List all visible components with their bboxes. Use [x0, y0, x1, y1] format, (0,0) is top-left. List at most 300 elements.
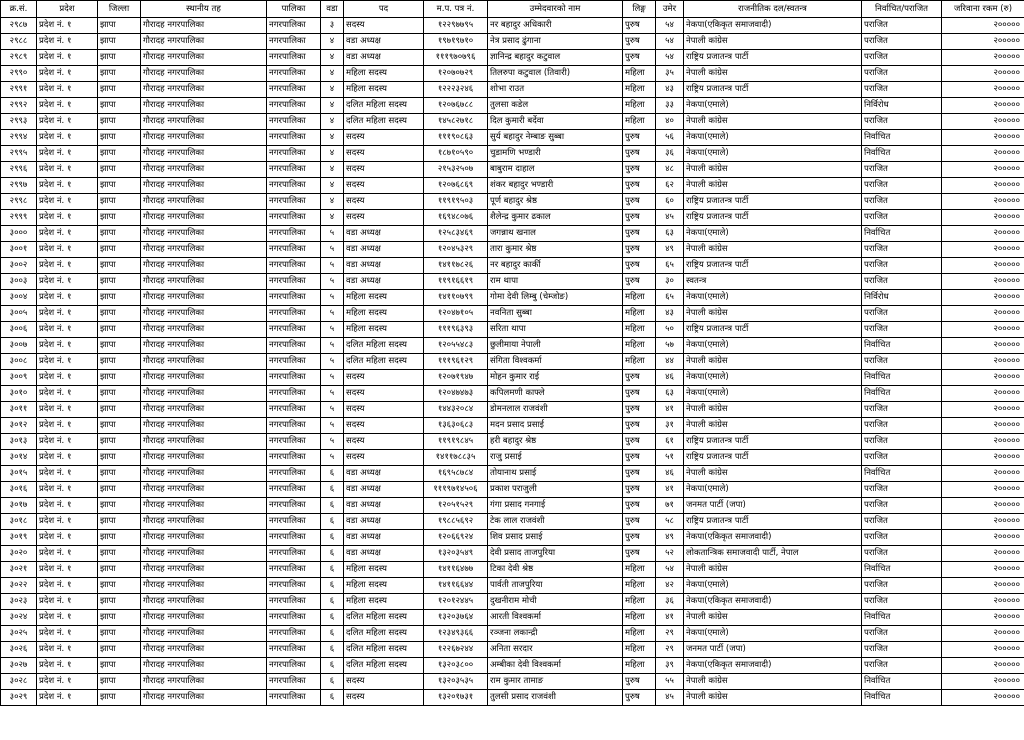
cell-local-level: गौरादह नगरपालिका [141, 130, 267, 146]
cell-age: ५४ [656, 18, 684, 34]
table-row [1, 338, 1024, 354]
table-row [1, 418, 1024, 434]
table-row [1, 130, 1024, 146]
cell-ward: ५ [321, 354, 344, 370]
cell-post: वडा अध्यक्ष [344, 274, 424, 290]
cell-district: झापा [98, 546, 141, 562]
cell-ward: ४ [321, 194, 344, 210]
cell-fine-amount: २००००० [942, 402, 1024, 418]
cell-ward: ६ [321, 546, 344, 562]
cell-fine-amount: २००००० [942, 530, 1024, 546]
cell-candidate-name: जगन्नाथ खनाल [488, 226, 623, 242]
cell-serial: २९९२ [1, 98, 37, 114]
cell-local-level: गौरादह नगरपालिका [141, 274, 267, 290]
cell-ward: ६ [321, 674, 344, 690]
cell-post: महिला सदस्य [344, 290, 424, 306]
cell-result: पराजित [862, 418, 942, 434]
cell-post: वडा अध्यक्ष [344, 242, 424, 258]
cell-serial: ३०२५ [1, 626, 37, 642]
cell-province: प्रदेश नं. १ [37, 354, 98, 370]
cell-post: वडा अध्यक्ष [344, 530, 424, 546]
cell-candidate-name: रञ्जना लकान्द्री [488, 626, 623, 642]
cell-candidate-name: प्रकाश पराजुली [488, 482, 623, 498]
cell-gender: महिला [623, 610, 656, 626]
cell-post: महिला सदस्य [344, 82, 424, 98]
table-row [1, 434, 1024, 450]
cell-local-level: गौरादह नगरपालिका [141, 226, 267, 242]
cell-age: ५० [656, 322, 684, 338]
cell-fine-amount: २००००० [942, 370, 1024, 386]
cell-serial: ३०१३ [1, 434, 37, 450]
table-row [1, 610, 1024, 626]
cell-local-level: गौरादह नगरपालिका [141, 402, 267, 418]
cell-candidate-name: मोहन कुमार राई [488, 370, 623, 386]
cell-age: ६१ [656, 434, 684, 450]
cell-ward: ४ [321, 50, 344, 66]
cell-party: राष्ट्रिय प्रजातन्त्र पार्टी [684, 82, 862, 98]
cell-gender: पुरुष [623, 386, 656, 402]
cell-ward: ५ [321, 370, 344, 386]
cell-serial: २९९० [1, 66, 37, 82]
cell-district: झापा [98, 578, 141, 594]
cell-local-level: गौरादह नगरपालिका [141, 450, 267, 466]
cell-result: निर्वाचित [862, 386, 942, 402]
cell-ballot-number: ११९१९८४५ [424, 434, 488, 450]
cell-post: दलित महिला सदस्य [344, 354, 424, 370]
header-post: पद [344, 1, 424, 18]
cell-ward: ५ [321, 226, 344, 242]
cell-municipality-type: नगरपालिका [267, 114, 321, 130]
cell-candidate-name: दिल कुमारी बर्देवा [488, 114, 623, 130]
cell-result: पराजित [862, 162, 942, 178]
cell-local-level: गौरादह नगरपालिका [141, 66, 267, 82]
header-local-level: स्थानीय तह [141, 1, 267, 18]
cell-serial: २९९८ [1, 194, 37, 210]
cell-ward: ५ [321, 418, 344, 434]
cell-local-level: गौरादह नगरपालिका [141, 146, 267, 162]
cell-province: प्रदेश नं. १ [37, 530, 98, 546]
cell-age: ४१ [656, 482, 684, 498]
cell-result: निर्वाचित [862, 130, 942, 146]
cell-fine-amount: २००००० [942, 162, 1024, 178]
cell-candidate-name: तुलसी प्रसाद राजवंशी [488, 690, 623, 706]
cell-district: झापा [98, 242, 141, 258]
cell-province: प्रदेश नं. १ [37, 674, 98, 690]
table-row [1, 658, 1024, 674]
cell-local-level: गौरादह नगरपालिका [141, 338, 267, 354]
cell-ballot-number: १२०४७१०५ [424, 306, 488, 322]
header-province: प्रदेश [37, 1, 98, 18]
cell-municipality-type: नगरपालिका [267, 434, 321, 450]
cell-age: ३० [656, 274, 684, 290]
cell-province: प्रदेश नं. १ [37, 210, 98, 226]
cell-party: राष्ट्रिय प्रजातन्त्र पार्टी [684, 514, 862, 530]
table-row [1, 18, 1024, 34]
cell-post: सदस्य [344, 130, 424, 146]
cell-ward: ४ [321, 114, 344, 130]
cell-local-level: गौरादह नगरपालिका [141, 242, 267, 258]
cell-serial: ३०१० [1, 386, 37, 402]
cell-fine-amount: २००००० [942, 290, 1024, 306]
cell-local-level: गौरादह नगरपालिका [141, 546, 267, 562]
cell-municipality-type: नगरपालिका [267, 546, 321, 562]
cell-province: प्रदेश नं. १ [37, 578, 98, 594]
cell-candidate-name: चुडामणि भण्डारी [488, 146, 623, 162]
cell-gender: महिला [623, 98, 656, 114]
cell-district: झापा [98, 18, 141, 34]
table-row [1, 690, 1024, 706]
cell-fine-amount: २००००० [942, 66, 1024, 82]
cell-fine-amount: २००००० [942, 34, 1024, 50]
cell-municipality-type: नगरपालिका [267, 162, 321, 178]
cell-district: झापा [98, 386, 141, 402]
cell-province: प्रदेश नं. १ [37, 626, 98, 642]
cell-fine-amount: २००००० [942, 674, 1024, 690]
cell-ballot-number: १३२०३५३५ [424, 674, 488, 690]
cell-party: नेकपा(एकिकृत समाजवादी) [684, 658, 862, 674]
table-row [1, 194, 1024, 210]
cell-post: दलित महिला सदस्य [344, 642, 424, 658]
table-row [1, 498, 1024, 514]
cell-party: जनमत पार्टी (जपा) [684, 642, 862, 658]
cell-ballot-number: १११९७१४५०६ [424, 482, 488, 498]
cell-province: प्रदेश नं. १ [37, 290, 98, 306]
cell-ballot-number: ११९१६६१९ [424, 274, 488, 290]
cell-fine-amount: २००००० [942, 274, 1024, 290]
cell-ward: ५ [321, 402, 344, 418]
cell-municipality-type: नगरपालिका [267, 146, 321, 162]
cell-municipality-type: नगरपालिका [267, 98, 321, 114]
cell-age: २९ [656, 626, 684, 642]
cell-local-level: गौरादह नगरपालिका [141, 610, 267, 626]
table-row [1, 578, 1024, 594]
cell-province: प्रदेश नं. १ [37, 338, 98, 354]
cell-province: प्रदेश नं. १ [37, 514, 98, 530]
cell-municipality-type: नगरपालिका [267, 562, 321, 578]
cell-party: राष्ट्रिय प्रजातन्त्र पार्टी [684, 210, 862, 226]
cell-fine-amount: २००००० [942, 466, 1024, 482]
cell-serial: ३०१९ [1, 530, 37, 546]
cell-ward: ५ [321, 450, 344, 466]
cell-fine-amount: २००००० [942, 98, 1024, 114]
table-row [1, 226, 1024, 242]
cell-municipality-type: नगरपालिका [267, 34, 321, 50]
cell-ward: ६ [321, 498, 344, 514]
cell-province: प्रदेश नं. १ [37, 114, 98, 130]
cell-candidate-name: आरती विश्वकर्मा [488, 610, 623, 626]
cell-gender: महिला [623, 626, 656, 642]
cell-district: झापा [98, 434, 141, 450]
cell-district: झापा [98, 690, 141, 706]
cell-party: लोकतान्त्रिक समाजवादी पार्टी, नेपाल [684, 546, 862, 562]
cell-district: झापा [98, 370, 141, 386]
cell-candidate-name: तारा कुमार श्रेष्ठ [488, 242, 623, 258]
cell-gender: महिला [623, 562, 656, 578]
cell-party: नेपाली कांग्रेस [684, 66, 862, 82]
cell-serial: ३००५ [1, 306, 37, 322]
cell-ward: ६ [321, 610, 344, 626]
header-party: राजनीतिक दल/स्वतन्त्र [684, 1, 862, 18]
cell-local-level: गौरादह नगरपालिका [141, 290, 267, 306]
cell-ward: ५ [321, 322, 344, 338]
cell-local-level: गौरादह नगरपालिका [141, 642, 267, 658]
cell-ballot-number: १२०७१९४७ [424, 370, 488, 386]
cell-municipality-type: नगरपालिका [267, 178, 321, 194]
cell-local-level: गौरादह नगरपालिका [141, 50, 267, 66]
cell-candidate-name: हरी बहादुर श्रेष्ठ [488, 434, 623, 450]
cell-district: झापा [98, 178, 141, 194]
cell-district: झापा [98, 98, 141, 114]
cell-age: ४९ [656, 242, 684, 258]
cell-municipality-type: नगरपालिका [267, 242, 321, 258]
table-row [1, 50, 1024, 66]
cell-municipality-type: नगरपालिका [267, 322, 321, 338]
cell-ward: ६ [321, 482, 344, 498]
cell-serial: ३०११ [1, 402, 37, 418]
cell-age: ४९ [656, 530, 684, 546]
cell-ward: ६ [321, 514, 344, 530]
cell-post: सदस्य [344, 210, 424, 226]
cell-post: सदस्य [344, 450, 424, 466]
cell-serial: ३००८ [1, 354, 37, 370]
cell-post: वडा अध्यक्ष [344, 34, 424, 50]
cell-local-level: गौरादह नगरपालिका [141, 354, 267, 370]
cell-province: प्रदेश नं. १ [37, 642, 98, 658]
cell-post: वडा अध्यक्ष [344, 546, 424, 562]
cell-gender: पुरुष [623, 530, 656, 546]
cell-ballot-number: १४११६४७७ [424, 562, 488, 578]
table-row [1, 34, 1024, 50]
cell-gender: महिला [623, 594, 656, 610]
cell-result: निर्वाचित [862, 338, 942, 354]
cell-gender: पुरुष [623, 226, 656, 242]
cell-gender: पुरुष [623, 418, 656, 434]
header-ward: वडा [321, 1, 344, 18]
cell-ward: ४ [321, 66, 344, 82]
cell-post: वडा अध्यक्ष [344, 258, 424, 274]
table-row [1, 258, 1024, 274]
cell-result: पराजित [862, 578, 942, 594]
cell-party: नेकपा(एकिकृत समाजवादी) [684, 18, 862, 34]
cell-fine-amount: २००००० [942, 322, 1024, 338]
cell-local-level: गौरादह नगरपालिका [141, 418, 267, 434]
cell-ballot-number: १२०५५४८३ [424, 338, 488, 354]
cell-municipality-type: नगरपालिका [267, 610, 321, 626]
cell-ward: ३ [321, 18, 344, 34]
cell-district: झापा [98, 642, 141, 658]
cell-district: झापा [98, 562, 141, 578]
cell-party: नेकपा(एमाले) [684, 98, 862, 114]
cell-age: ५४ [656, 562, 684, 578]
cell-post: सदस्य [344, 162, 424, 178]
cell-gender: महिला [623, 290, 656, 306]
cell-age: ६२ [656, 178, 684, 194]
cell-ballot-number: १२०७६८६९ [424, 178, 488, 194]
cell-age: ५७ [656, 338, 684, 354]
cell-local-level: गौरादह नगरपालिका [141, 466, 267, 482]
cell-candidate-name: मदन प्रसाद प्रसाई [488, 418, 623, 434]
cell-municipality-type: नगरपालिका [267, 66, 321, 82]
cell-ward: ४ [321, 210, 344, 226]
cell-result: निर्विरोध [862, 98, 942, 114]
cell-gender: पुरुष [623, 498, 656, 514]
cell-municipality-type: नगरपालिका [267, 482, 321, 498]
cell-province: प्रदेश नं. १ [37, 130, 98, 146]
cell-province: प्रदेश नं. १ [37, 418, 98, 434]
cell-local-level: गौरादह नगरपालिका [141, 18, 267, 34]
cell-post: सदस्य [344, 674, 424, 690]
cell-result: निर्विरोध [862, 290, 942, 306]
cell-post: वडा अध्यक्ष [344, 50, 424, 66]
cell-local-level: गौरादह नगरपालिका [141, 498, 267, 514]
cell-fine-amount: २००००० [942, 546, 1024, 562]
cell-party: राष्ट्रिय प्रजातन्त्र पार्टी [684, 194, 862, 210]
cell-gender: पुरुष [623, 466, 656, 482]
cell-local-level: गौरादह नगरपालिका [141, 674, 267, 690]
cell-municipality-type: नगरपालिका [267, 690, 321, 706]
cell-gender: पुरुष [623, 546, 656, 562]
cell-party: नेपाली कांग्रेस [684, 402, 862, 418]
cell-municipality-type: नगरपालिका [267, 498, 321, 514]
cell-party: जनमत पार्टी (जपा) [684, 498, 862, 514]
cell-municipality-type: नगरपालिका [267, 210, 321, 226]
cell-result: पराजित [862, 18, 942, 34]
cell-post: दलित महिला सदस्य [344, 338, 424, 354]
cell-party: नेकपा(एमाले) [684, 482, 862, 498]
cell-post: सदस्य [344, 18, 424, 34]
cell-age: ५५ [656, 674, 684, 690]
cell-post: महिला सदस्य [344, 306, 424, 322]
table-row [1, 514, 1024, 530]
cell-party: नेपाली कांग्रेस [684, 562, 862, 578]
cell-serial: ३०२१ [1, 562, 37, 578]
cell-gender: पुरुष [623, 370, 656, 386]
cell-local-level: गौरादह नगरपालिका [141, 562, 267, 578]
cell-serial: ३००४ [1, 290, 37, 306]
cell-gender: पुरुष [623, 402, 656, 418]
cell-post: महिला सदस्य [344, 562, 424, 578]
cell-serial: ३०२३ [1, 594, 37, 610]
cell-age: ३६ [656, 594, 684, 610]
cell-result: पराजित [862, 114, 942, 130]
cell-ward: ५ [321, 338, 344, 354]
cell-party: नेपाली कांग्रेस [684, 242, 862, 258]
cell-result: पराजित [862, 402, 942, 418]
cell-province: प्रदेश नं. १ [37, 258, 98, 274]
cell-municipality-type: नगरपालिका [267, 354, 321, 370]
cell-fine-amount: २००००० [942, 594, 1024, 610]
cell-municipality-type: नगरपालिका [267, 18, 321, 34]
cell-party: राष्ट्रिय प्रजातन्त्र पार्टी [684, 50, 862, 66]
cell-province: प्रदेश नं. १ [37, 546, 98, 562]
cell-post: दलित महिला सदस्य [344, 610, 424, 626]
cell-age: ३९ [656, 658, 684, 674]
cell-fine-amount: २००००० [942, 18, 1024, 34]
cell-municipality-type: नगरपालिका [267, 306, 321, 322]
cell-candidate-name: तिलरुपा कटुवाल (तिवारी) [488, 66, 623, 82]
cell-province: प्रदेश नं. १ [37, 98, 98, 114]
cell-fine-amount: २००००० [942, 194, 1024, 210]
cell-gender: पुरुष [623, 50, 656, 66]
cell-province: प्रदेश नं. १ [37, 274, 98, 290]
cell-fine-amount: २००००० [942, 434, 1024, 450]
cell-party: नेपाली कांग्रेस [684, 674, 862, 690]
cell-gender: पुरुष [623, 210, 656, 226]
cell-party: नेपाली कांग्रेस [684, 466, 862, 482]
cell-local-level: गौरादह नगरपालिका [141, 658, 267, 674]
cell-municipality-type: नगरपालिका [267, 338, 321, 354]
cell-age: ४३ [656, 82, 684, 98]
cell-municipality-type: नगरपालिका [267, 594, 321, 610]
cell-district: झापा [98, 162, 141, 178]
cell-age: ६३ [656, 386, 684, 402]
cell-gender: पुरुष [623, 482, 656, 498]
table-row [1, 594, 1024, 610]
cell-ballot-number: १६९४८०७६ [424, 210, 488, 226]
cell-ward: ४ [321, 98, 344, 114]
header-result: निर्वाचित/पराजित [862, 1, 942, 18]
header-gender: लिङ्ग [623, 1, 656, 18]
cell-gender: पुरुष [623, 34, 656, 50]
cell-province: प्रदेश नं. १ [37, 370, 98, 386]
cell-party: राष्ट्रिय प्रजातन्त्र पार्टी [684, 322, 862, 338]
table-row [1, 530, 1024, 546]
cell-ballot-number: १२५८३४६९ [424, 226, 488, 242]
cell-party: राष्ट्रिय प्रजातन्त्र पार्टी [684, 434, 862, 450]
cell-gender: पुरुष [623, 690, 656, 706]
cell-local-level: गौरादह नगरपालिका [141, 34, 267, 50]
cell-result: पराजित [862, 242, 942, 258]
cell-ward: ६ [321, 658, 344, 674]
cell-party: नेकपा(एमाले) [684, 130, 862, 146]
cell-fine-amount: २००००० [942, 642, 1024, 658]
cell-candidate-name: देवी प्रसाद ताजपुरिया [488, 546, 623, 562]
cell-age: ५४ [656, 34, 684, 50]
cell-district: झापा [98, 482, 141, 498]
cell-serial: ३०२७ [1, 658, 37, 674]
cell-district: झापा [98, 674, 141, 690]
cell-age: ३१ [656, 418, 684, 434]
cell-ballot-number: १२२९७७९५ [424, 18, 488, 34]
cell-serial: ३००१ [1, 242, 37, 258]
cell-party: नेकपा(एमाले) [684, 290, 862, 306]
cell-gender: महिला [623, 306, 656, 322]
cell-province: प्रदेश नं. १ [37, 306, 98, 322]
cell-district: झापा [98, 306, 141, 322]
cell-party: नेकपा(एकिकृत समाजवादी) [684, 594, 862, 610]
cell-ward: ५ [321, 306, 344, 322]
cell-candidate-name: पार्वती ताजपुरिया [488, 578, 623, 594]
cell-municipality-type: नगरपालिका [267, 466, 321, 482]
cell-fine-amount: २००००० [942, 354, 1024, 370]
table-row [1, 482, 1024, 498]
cell-serial: ३०२६ [1, 642, 37, 658]
cell-candidate-name: तोयानाथ प्रसाई [488, 466, 623, 482]
cell-gender: पुरुष [623, 674, 656, 690]
cell-serial: २९९९ [1, 210, 37, 226]
table-row [1, 162, 1024, 178]
cell-post: दलित महिला सदस्य [344, 626, 424, 642]
cell-serial: ३००३ [1, 274, 37, 290]
cell-ballot-number: १३२०१७३१ [424, 690, 488, 706]
cell-party: नेकपा(एमाले) [684, 338, 862, 354]
cell-age: ४१ [656, 610, 684, 626]
cell-ballot-number: १२०४५३२९ [424, 242, 488, 258]
header-municipality-type: पालिका [267, 1, 321, 18]
cell-candidate-name: राम कुमार तामाङ [488, 674, 623, 690]
cell-serial: २९९१ [1, 82, 37, 98]
cell-ward: ४ [321, 130, 344, 146]
